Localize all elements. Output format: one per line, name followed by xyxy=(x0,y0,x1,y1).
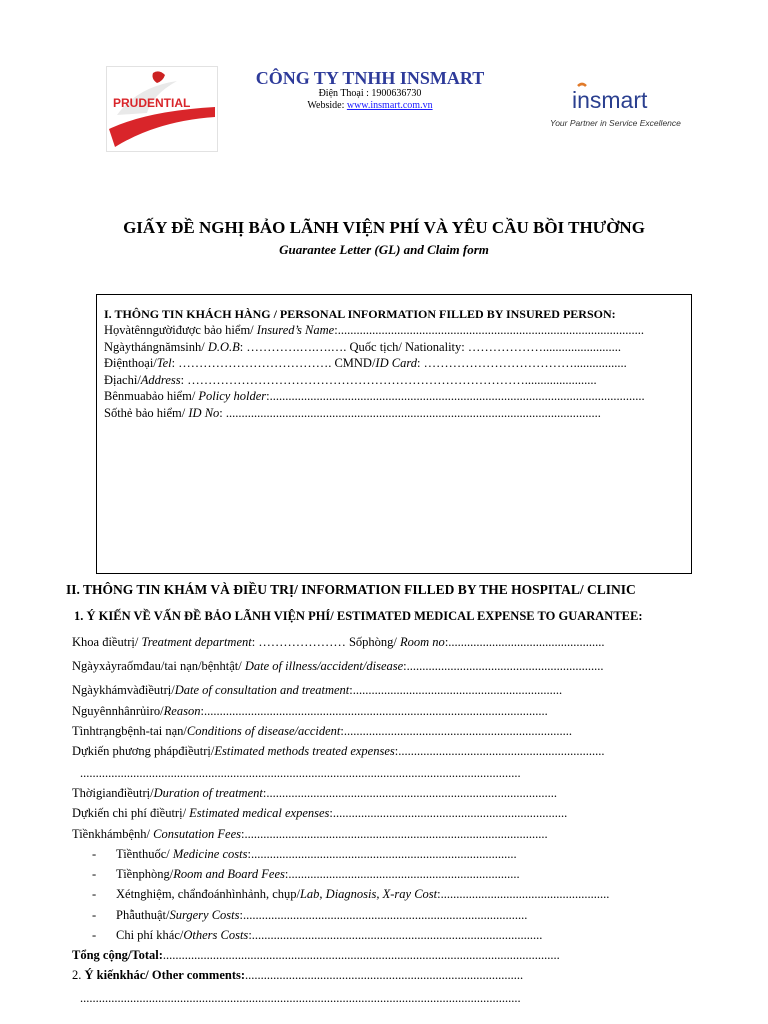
lab-diagnosis-xray-field[interactable]: - Xétnghiệm, chẩnđoánhìnhảnh, chụp/Lab, Diagnosis, X-ray Cost:...................................................... xyxy=(92,887,610,901)
address-field[interactable]: Địachỉ/Address: ………………………………………………………………………....................... xyxy=(104,372,597,387)
form-subtitle: Guarantee Letter (GL) and Claim form xyxy=(279,242,489,257)
form-title: GIẤY ĐỀ NGHỊ BẢO LÃNH VIỆN PHÍ VÀ YÊU CẦU BỒI THƯỜNG xyxy=(123,218,645,237)
website-link[interactable]: www.insmart.com.vn xyxy=(346,100,433,111)
section2-heading: II. THÔNG TIN KHÁM VÀ ĐIỀU TRỊ/ INFORMATION FILLED BY THE HOSPITAL/ CLINIC xyxy=(66,582,636,597)
total-field[interactable]: Tổng cộng/Total:............................................................................................................................... xyxy=(72,948,560,962)
svg-text:insmart: insmart xyxy=(572,87,648,113)
section2-sub1-heading: 1. Ý KIẾN VỀ VẤN ĐỀ BẢO LÃNH VIỆN PHÍ/ ESTIMATED MEDICAL EXPENSE TO GUARANTEE: xyxy=(74,609,643,623)
surgery-costs-field[interactable]: - Phẫuthuật/Surgery Costs:........................................................................................... xyxy=(92,908,528,922)
company-name: CÔNG TY TNHH INSMART xyxy=(255,68,485,88)
date-of-consultation-field[interactable]: Ngàykhámvàđiềutrị/Date of consultation and treatment:................................................................... xyxy=(72,683,563,697)
date-of-illness-field[interactable]: Ngàyxảyraốmđau/tai nạn/bệnhtật/ Date of illness/accident/disease:............................................................... xyxy=(72,659,604,673)
website-label: Webside: xyxy=(307,100,347,111)
reason-field[interactable]: Nguyênnhânrủiro/Reason:.............................................................................................................. xyxy=(72,704,548,718)
consultation-fees-field[interactable]: Tiềnkhámbệnh/ Consutation Fees:................................................................................................. xyxy=(72,827,548,841)
conditions-field[interactable]: Tìnhtrạngbệnh-tai nạn/Conditions of disease/accident:......................................................................... xyxy=(72,724,572,738)
personal-info-box xyxy=(96,294,692,574)
other-costs-field[interactable]: - Chi phí khác/Others Costs:............................................................................................. xyxy=(92,928,543,942)
tel-idcard-field[interactable]: Điệnthoại/Tel: ………………………………. CMND/ID Card: ………………………………................. xyxy=(104,356,627,370)
prudential-logo xyxy=(106,66,218,152)
svg-text:PRUDENTIAL: PRUDENTIAL xyxy=(113,96,191,110)
treatment-methods-continuation[interactable]: ............................................................................................................................................. xyxy=(80,766,521,780)
insmart-logo xyxy=(548,82,688,132)
company-phone: Điện Thoại : 1900636730 xyxy=(318,88,422,99)
room-board-fees-field[interactable]: - Tiềnphòng/Room and Board Fees:.......................................................................... xyxy=(92,867,520,881)
treatment-methods-field[interactable]: Dựkiến phương phápđiềutrị/Estimated methods treated expenses:.................................................................. xyxy=(72,744,605,758)
medicine-costs-field[interactable]: - Tiềnthuốc/ Medicine costs:..................................................................................... xyxy=(92,847,517,861)
prudential-logo-graphic xyxy=(107,67,217,151)
insmart-logo-graphic xyxy=(548,82,688,132)
company-header xyxy=(210,68,530,112)
id-no-field[interactable]: Sốthẻ bảo hiểm/ ID No: ........................................................................................................................ xyxy=(104,405,601,420)
duration-field[interactable]: Thờigianđiềutrị/Duration of treatment:............................................................................................. xyxy=(72,786,557,800)
insured-name-field[interactable]: Họvàtênngườiđược bảo hiểm/ Insured’s Name:.................................................................................................. xyxy=(104,323,644,337)
other-comments-field[interactable]: 2. Ý kiếnkhác/ Other comments:......................................................................................... xyxy=(72,968,524,982)
company-website-line xyxy=(210,100,530,112)
svg-text:Your Partner in Service Excell: Your Partner in Service Excellence xyxy=(550,118,681,128)
dob-nationality-field[interactable]: Ngàythángnămsinh/ D.O.B: ………….….….…. Quốc tịch/ Nationality: ………………......................... xyxy=(104,339,621,354)
other-comments-continuation[interactable]: ............................................................................................................................................. xyxy=(80,991,521,1005)
policy-holder-field[interactable]: Bênmuabảo hiểm/ Policy holder:........................................................................................................................ xyxy=(104,389,645,403)
treatment-department-field[interactable]: Khoa điềutrị/ Treatment department: ………………… Sốphòng/ Room no:.................................................. xyxy=(72,635,605,649)
section1-heading: I. THÔNG TIN KHÁCH HÀNG / PERSONAL INFORMATION FILLED BY INSURED PERSON: xyxy=(104,307,616,321)
estimated-expenses-field[interactable]: Dựkiến chi phí điềutrị/ Estimated medical expenses:........................................................................... xyxy=(72,806,568,820)
